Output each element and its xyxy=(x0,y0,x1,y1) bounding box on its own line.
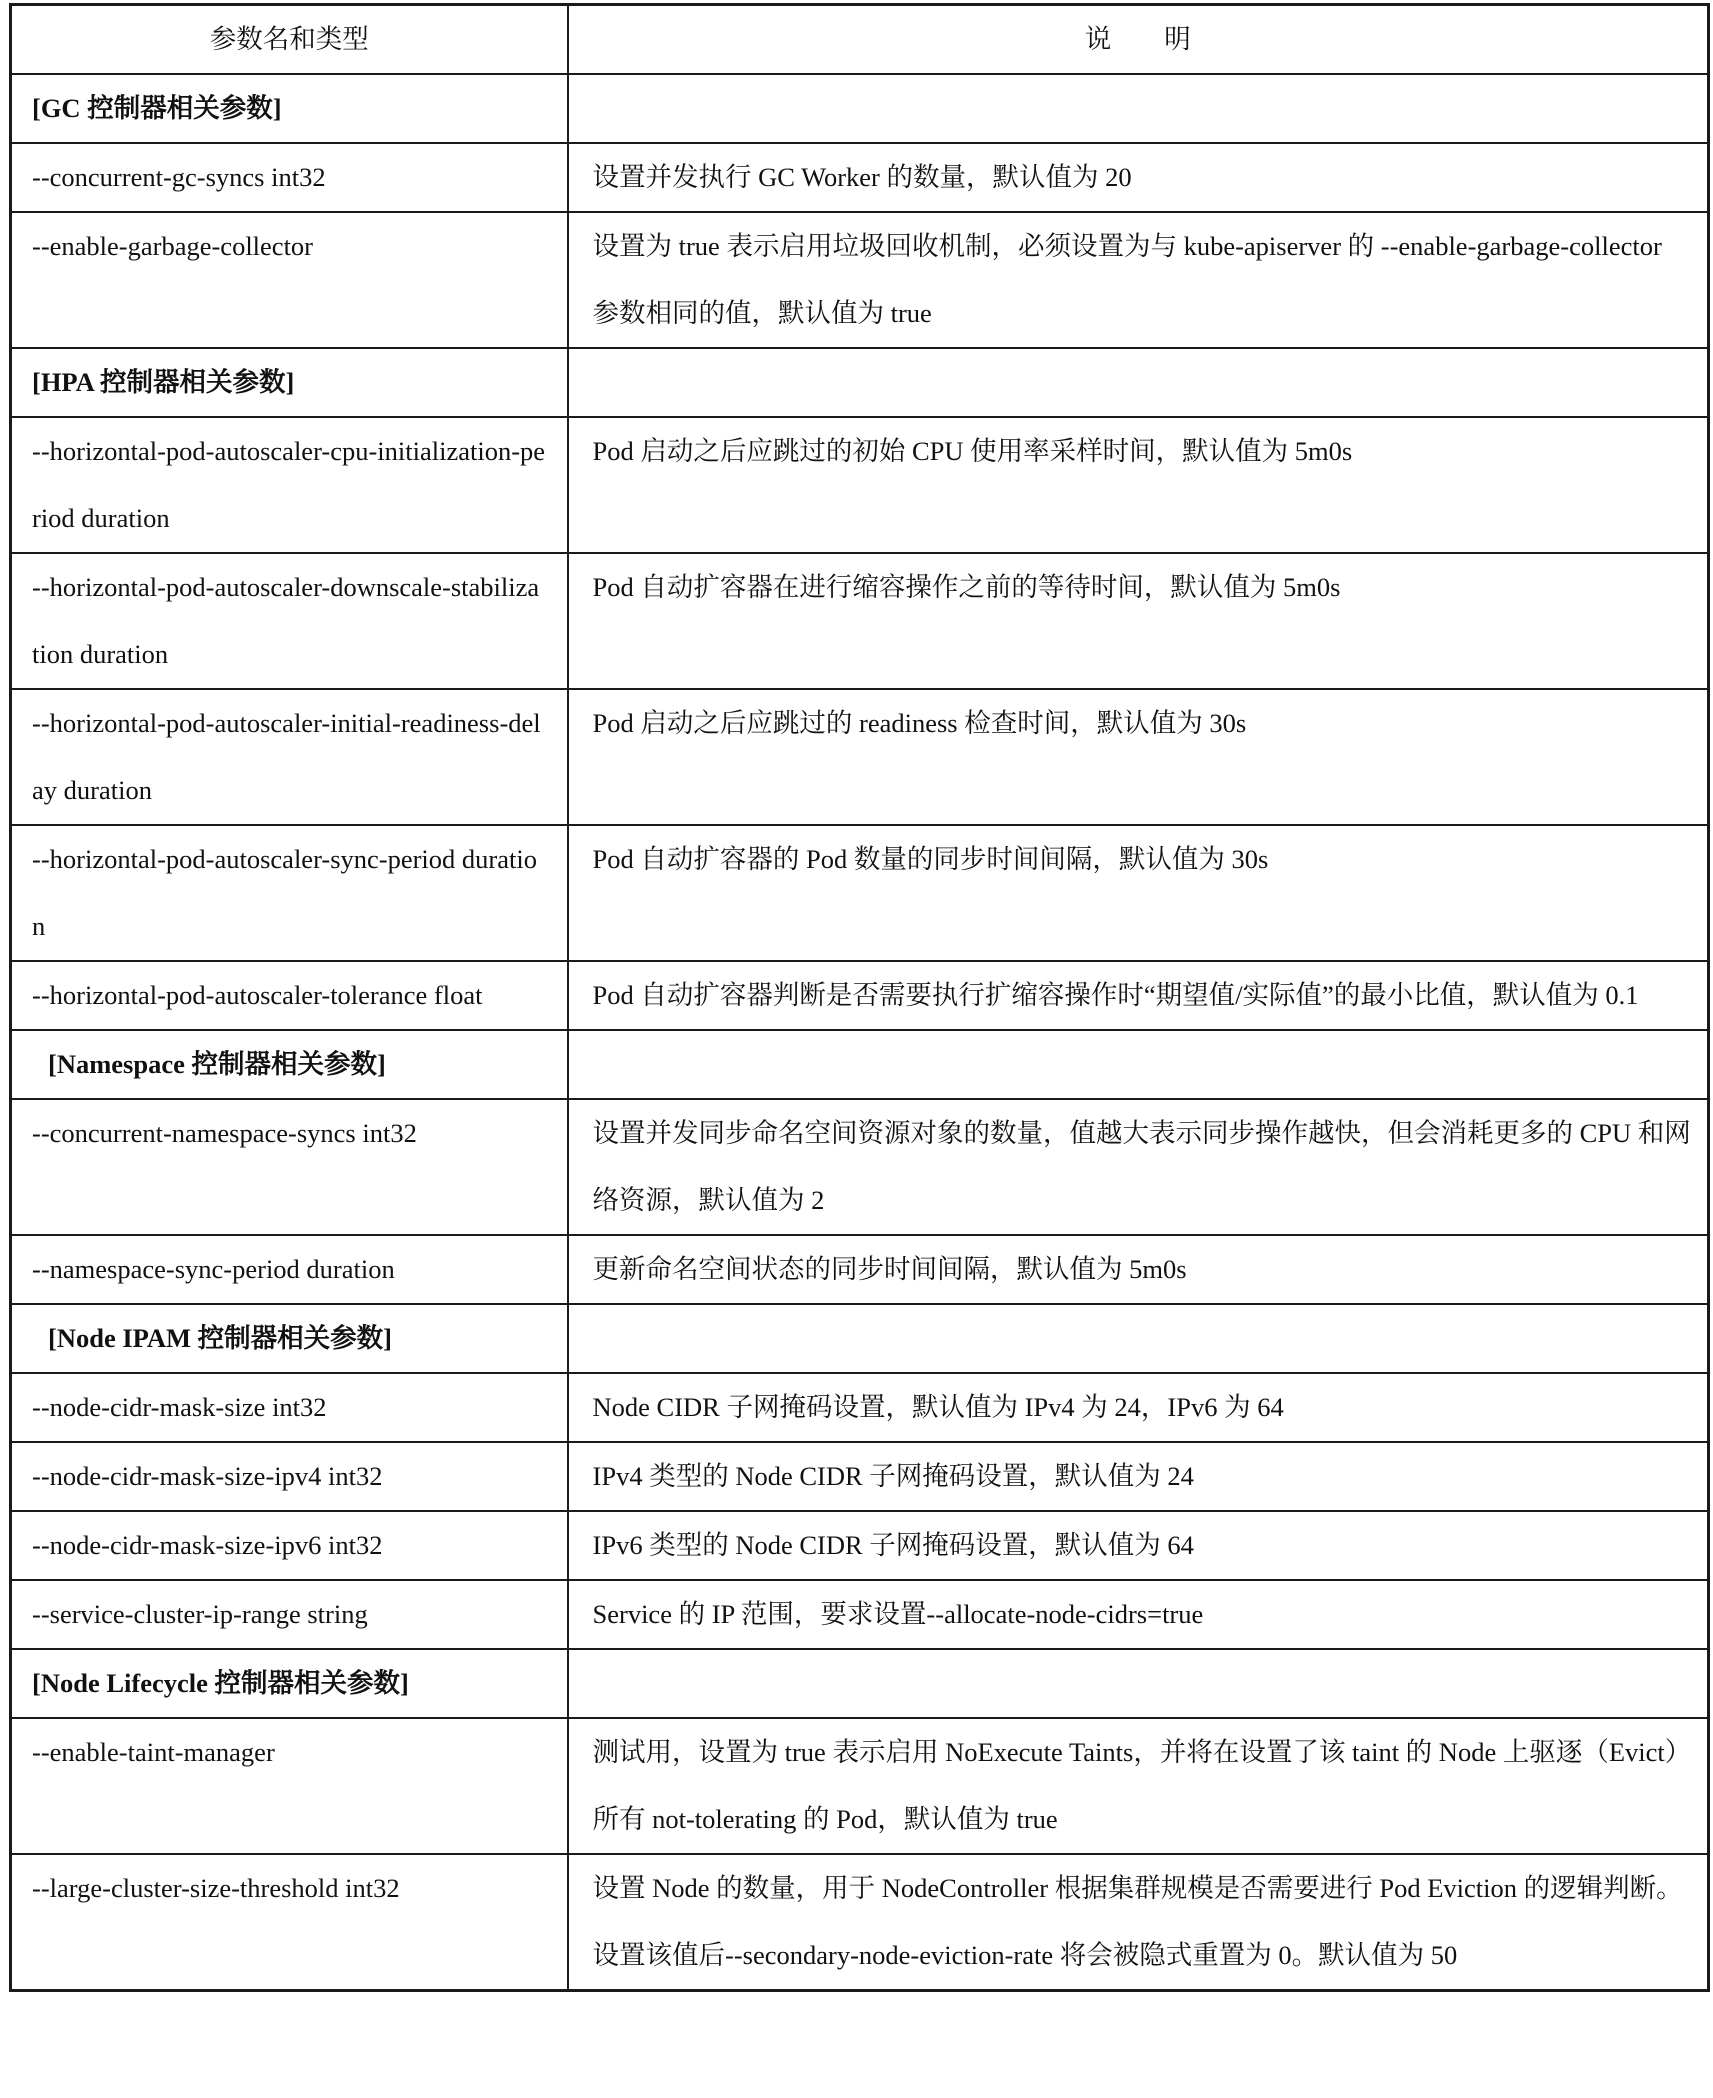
param-description xyxy=(568,1030,1709,1099)
table-row xyxy=(11,212,1709,348)
section-title: [HPA 控制器相关参数] xyxy=(11,348,568,417)
section-title: [Namespace 控制器相关参数] xyxy=(11,1030,568,1099)
param-name: --horizontal-pod-autoscaler-cpu-initialization-period duration xyxy=(11,417,568,553)
table-row xyxy=(11,1099,1709,1235)
table-row xyxy=(11,1442,1709,1511)
table-row xyxy=(11,417,1709,553)
param-description: 设置并发同步命名空间资源对象的数量，值越大表示同步操作越快，但会消耗更多的 CPU 和网络资源，默认值为 2 xyxy=(568,1099,1709,1235)
section-title: [Node IPAM 控制器相关参数] xyxy=(11,1304,568,1373)
param-description: Node CIDR 子网掩码设置，默认值为 IPv4 为 24，IPv6 为 64 xyxy=(568,1373,1709,1442)
param-name: --horizontal-pod-autoscaler-downscale-stabilization duration xyxy=(11,553,568,689)
param-description: 设置为 true 表示启用垃圾回收机制，必须设置为与 kube-apiserver 的 --enable-garbage-collector 参数相同的值，默认值为 true xyxy=(568,212,1709,348)
param-name: --node-cidr-mask-size-ipv4 int32 xyxy=(11,1442,568,1511)
section-header-row xyxy=(11,348,1709,417)
table-header-row xyxy=(11,5,1709,75)
param-description: 设置并发执行 GC Worker 的数量，默认值为 20 xyxy=(568,143,1709,212)
table-row xyxy=(11,1718,1709,1854)
param-description: Pod 自动扩容器在进行缩容操作之前的等待时间，默认值为 5m0s xyxy=(568,553,1709,689)
table-row xyxy=(11,553,1709,689)
param-description xyxy=(568,1304,1709,1373)
param-description xyxy=(568,1649,1709,1718)
param-name: --horizontal-pod-autoscaler-initial-readiness-delay duration xyxy=(11,689,568,825)
param-description: Service 的 IP 范围，要求设置--allocate-node-cidrs=true xyxy=(568,1580,1709,1649)
param-name: --concurrent-namespace-syncs int32 xyxy=(11,1099,568,1235)
param-description: Pod 启动之后应跳过的初始 CPU 使用率采样时间，默认值为 5m0s xyxy=(568,417,1709,553)
param-description: 测试用，设置为 true 表示启用 NoExecute Taints，并将在设置了该 taint 的 Node 上驱逐（Evict）所有 not-tolerating 的 Pod，默认值为 true xyxy=(568,1718,1709,1854)
table-row xyxy=(11,1580,1709,1649)
section-title: [Node Lifecycle 控制器相关参数] xyxy=(11,1649,568,1718)
table-row xyxy=(11,143,1709,212)
param-name: --namespace-sync-period duration xyxy=(11,1235,568,1304)
table-row xyxy=(11,961,1709,1030)
param-name: --large-cluster-size-threshold int32 xyxy=(11,1854,568,1991)
param-name: --node-cidr-mask-size int32 xyxy=(11,1373,568,1442)
param-name: --horizontal-pod-autoscaler-sync-period duration xyxy=(11,825,568,961)
param-name: --concurrent-gc-syncs int32 xyxy=(11,143,568,212)
section-header-row xyxy=(11,1649,1709,1718)
document-page xyxy=(9,3,1710,1992)
table-row xyxy=(11,1854,1709,1991)
parameter-table xyxy=(9,3,1710,1992)
param-name: --service-cluster-ip-range string xyxy=(11,1580,568,1649)
param-description: Pod 自动扩容器判断是否需要执行扩缩容操作时“期望值/实际值”的最小比值，默认值为 0.1 xyxy=(568,961,1709,1030)
section-header-row xyxy=(11,1030,1709,1099)
section-header-row xyxy=(11,74,1709,143)
param-description: Pod 启动之后应跳过的 readiness 检查时间，默认值为 30s xyxy=(568,689,1709,825)
table-row xyxy=(11,1511,1709,1580)
param-description xyxy=(568,74,1709,143)
param-name: --node-cidr-mask-size-ipv6 int32 xyxy=(11,1511,568,1580)
param-description: 设置 Node 的数量，用于 NodeController 根据集群规模是否需要进行 Pod Eviction 的逻辑判断。设置该值后--secondary-node-eviction-rate 将会被隐式重置为 0。默认值为 50 xyxy=(568,1854,1709,1991)
param-description: Pod 自动扩容器的 Pod 数量的同步时间间隔，默认值为 30s xyxy=(568,825,1709,961)
header-description: 说 明 xyxy=(568,5,1709,75)
table-row xyxy=(11,825,1709,961)
table-row xyxy=(11,689,1709,825)
param-description: 更新命名空间状态的同步时间间隔，默认值为 5m0s xyxy=(568,1235,1709,1304)
table-row xyxy=(11,1235,1709,1304)
header-param-name: 参数名和类型 xyxy=(11,5,568,75)
section-title: [GC 控制器相关参数] xyxy=(11,74,568,143)
param-name: --enable-garbage-collector xyxy=(11,212,568,348)
section-header-row xyxy=(11,1304,1709,1373)
param-description xyxy=(568,348,1709,417)
param-name: --horizontal-pod-autoscaler-tolerance float xyxy=(11,961,568,1030)
param-description: IPv6 类型的 Node CIDR 子网掩码设置，默认值为 64 xyxy=(568,1511,1709,1580)
param-name: --enable-taint-manager xyxy=(11,1718,568,1854)
table-row xyxy=(11,1373,1709,1442)
param-description: IPv4 类型的 Node CIDR 子网掩码设置，默认值为 24 xyxy=(568,1442,1709,1511)
